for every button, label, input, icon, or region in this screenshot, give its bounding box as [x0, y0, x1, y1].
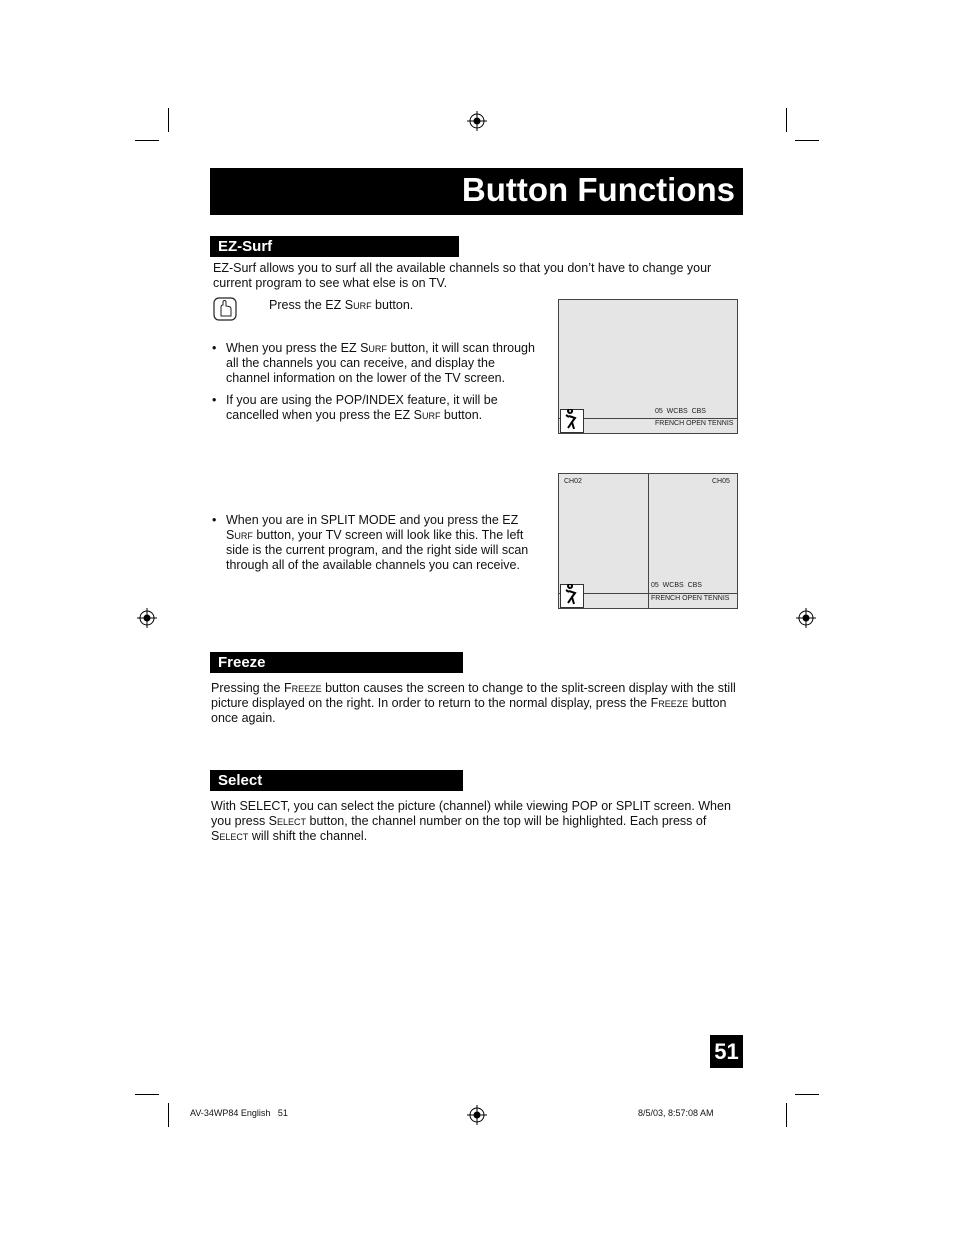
instruction-text: button.	[371, 298, 414, 312]
select-description	[211, 799, 741, 844]
paragraph-text: will shift the channel.	[248, 829, 368, 843]
ez-surf-intro: EZ-Surf allows you to surf all the available channels so that you don’t have to change your current program to see what else is on TV.	[213, 261, 712, 290]
bullet-text: button, your TV screen will look like this. The left side is the current program, and the right side will scan through all of the available channels you can receive.	[226, 528, 529, 572]
registration-mark-icon	[137, 608, 157, 628]
title-bar	[210, 168, 743, 215]
section-heading-ez-surf: EZ-Surf	[210, 236, 459, 257]
button-name: Select	[211, 829, 249, 843]
crop-mark	[786, 108, 787, 132]
registration-mark-icon	[467, 111, 487, 131]
button-name: Freeze	[283, 681, 322, 695]
channel-info: 05 WCBS CBS	[655, 408, 706, 415]
registration-mark-icon	[467, 1105, 487, 1125]
split-screen-illustration	[558, 473, 738, 609]
section-heading-freeze: Freeze	[210, 652, 463, 673]
bullet-text: If you are using the POP/INDEX feature, it will be cancelled when you press the EZ	[226, 393, 498, 422]
crop-mark	[135, 140, 159, 141]
crop-mark	[168, 1103, 169, 1127]
program-name: FRENCH OPEN TENNIS	[655, 420, 734, 427]
footer-left: AV-34WP84 English 51	[190, 1108, 288, 1118]
footer-right: 8/5/03, 8:57:08 AM	[638, 1108, 714, 1118]
crop-mark	[168, 108, 169, 132]
freeze-description	[211, 681, 746, 726]
bullet-text: button.	[440, 408, 483, 422]
paragraph-text: button once again.	[211, 696, 727, 725]
button-name: Select	[268, 814, 307, 828]
instruction-button-name: Surf	[344, 298, 372, 312]
paragraph-text: button, the channel number on the top will be highlighted. Each press of	[306, 814, 707, 828]
page-number: 51	[710, 1035, 743, 1068]
button-name: Freeze	[650, 696, 689, 710]
bullet-text: When you press the EZ	[226, 341, 361, 355]
paragraph-text: Pressing the	[211, 681, 284, 695]
crop-mark	[795, 1094, 819, 1095]
crop-mark	[795, 140, 819, 141]
left-channel-label: CH02	[564, 478, 582, 485]
ez-surf-bullets	[212, 341, 542, 430]
list-item	[212, 513, 532, 573]
page-title: Button Functions	[461, 171, 735, 208]
tennis-player-icon	[560, 409, 584, 433]
press-ez-surf-instruction	[269, 298, 529, 313]
list-item	[212, 393, 542, 423]
registration-mark-icon	[796, 608, 816, 628]
channel-info: 05 WCBS CBS	[651, 582, 702, 589]
section-heading-select: Select	[210, 770, 463, 791]
bullet-button-name: Surf	[360, 341, 387, 355]
bullet-button-name: Surf	[226, 528, 253, 542]
split-divider	[648, 474, 649, 608]
bullet-text: When you are in SPLIT MODE and you press the EZ	[226, 513, 519, 527]
tennis-player-icon	[560, 584, 584, 608]
split-mode-bullet	[212, 513, 532, 580]
list-item	[212, 341, 542, 386]
bullet-text: button, it will scan through all the channels you can receive, and display the channel information on the lower of the TV screen.	[226, 341, 535, 385]
crop-mark	[786, 1103, 787, 1127]
right-channel-label: CH05	[712, 478, 730, 485]
crop-mark	[135, 1094, 159, 1095]
program-name: FRENCH OPEN TENNIS	[651, 595, 730, 602]
tv-screen-illustration	[558, 299, 738, 434]
hand-press-button-icon	[212, 296, 238, 322]
bullet-button-name: Surf	[413, 408, 441, 422]
paragraph-text: With SELECT, you can select the picture (channel) while viewing POP or SPLIT screen. When you press	[211, 799, 731, 828]
paragraph-text: button causes the screen to change to the split-screen display with the still picture displayed on the right. In order to return to the normal display, press the	[211, 681, 736, 710]
instruction-text: Press the EZ	[269, 298, 345, 312]
